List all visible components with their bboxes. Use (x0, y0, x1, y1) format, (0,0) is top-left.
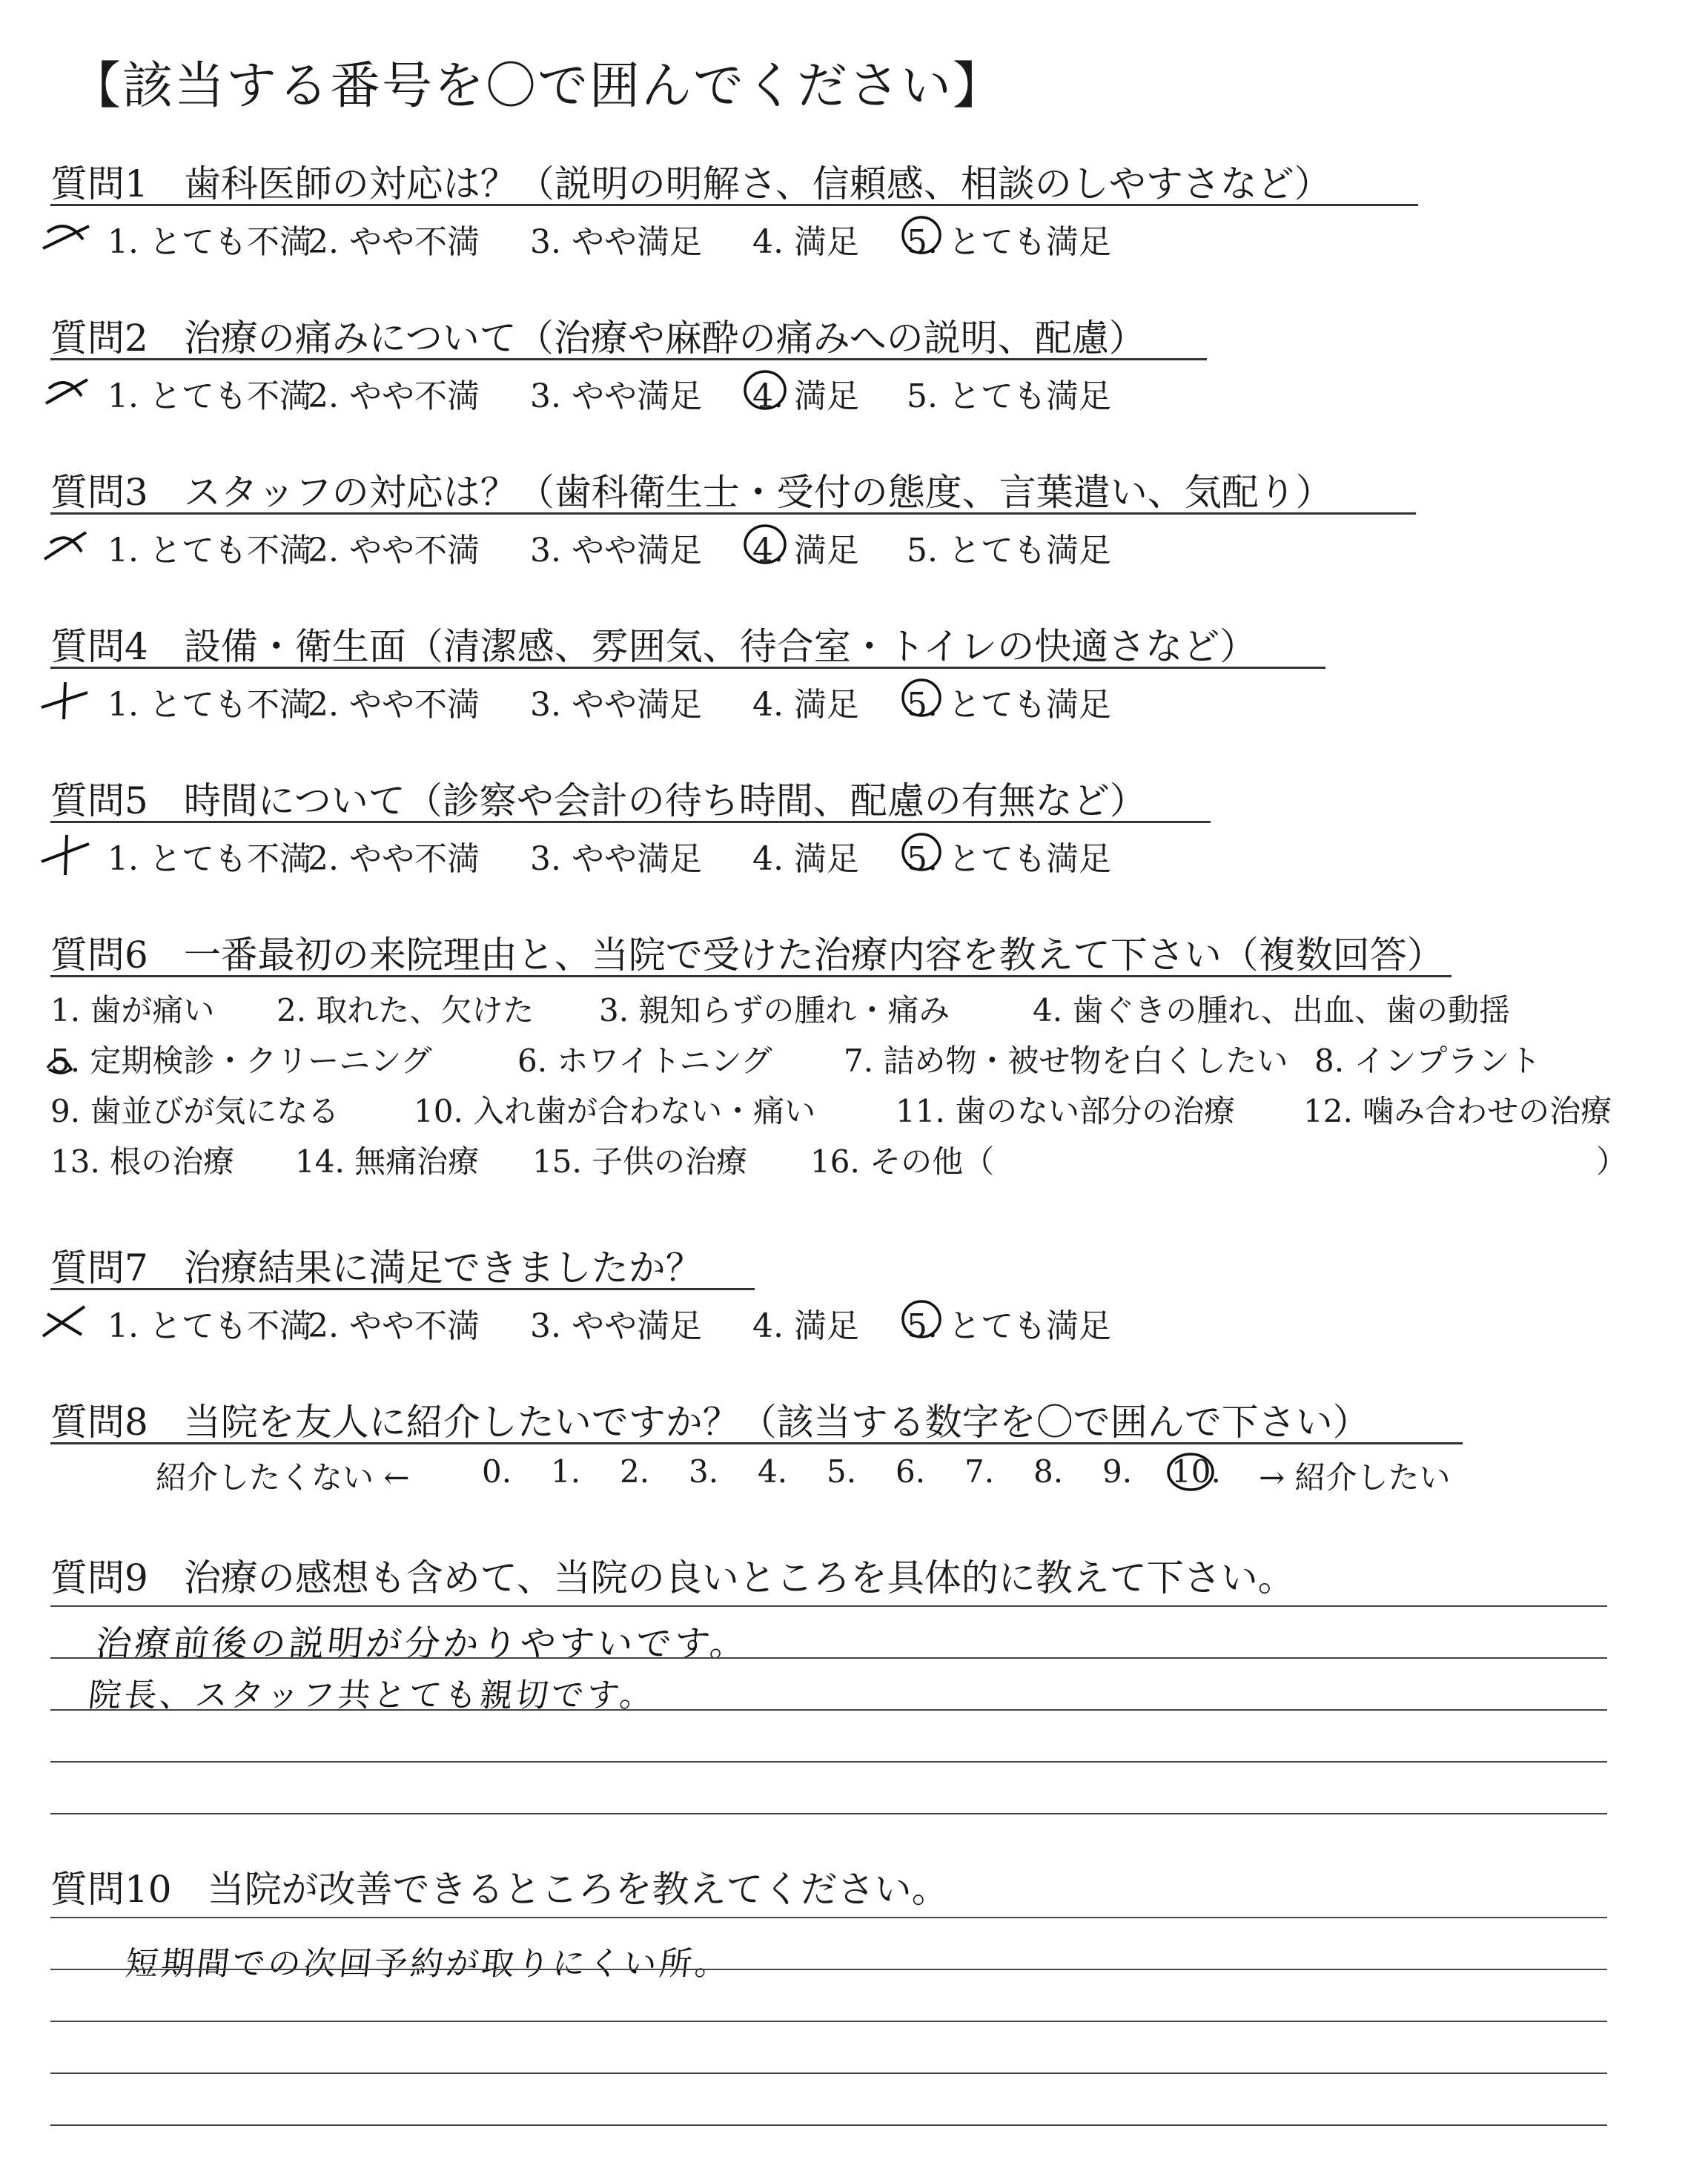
q8-option-1[interactable]: 1. (551, 1453, 581, 1490)
question-1-title (50, 154, 1331, 208)
q2-option-2[interactable]: 2. やや不満 (308, 377, 480, 415)
q6-option-7[interactable]: 7. 詰め物・被せ物を白くしたい (844, 1043, 1288, 1079)
q6-option-11[interactable]: 11. 歯のない部分の治療 (896, 1093, 1236, 1129)
question-6-text: 一番最初の来院理由と、当院で受けた治療内容を教えて下さい（複数回答） (183, 934, 1444, 977)
q8-left-label: 紹介したくない ← (156, 1459, 410, 1496)
q8-option-4[interactable]: 4. (758, 1453, 788, 1490)
q4-option-1[interactable]: 1. とても不満 (107, 686, 312, 724)
question-8-title (50, 1393, 1370, 1446)
question-4-underline (50, 667, 1325, 669)
question-6-title (50, 925, 1444, 979)
q6-option-9[interactable]: 9. 歯並びが気になる (50, 1093, 340, 1129)
question-10-title (50, 1860, 949, 1913)
question-10-number: 質問10 (50, 1868, 172, 1911)
q8-option-2[interactable]: 2. (620, 1453, 650, 1490)
q8-option-8[interactable]: 8. (1033, 1453, 1064, 1490)
q10-answer-line-4 (50, 2073, 1607, 2074)
q5-option-3[interactable]: 3. やや満足 (530, 840, 702, 878)
q5-strike-mark (36, 829, 95, 881)
q7-strike-mark (37, 1296, 96, 1348)
q6-option-6[interactable]: 6. ホワイトニング (517, 1043, 772, 1079)
q4-option-2[interactable]: 2. やや不満 (308, 686, 480, 724)
question-3-number: 質問3 (50, 471, 148, 514)
q2-option-1[interactable]: 1. とても不満 (107, 377, 312, 415)
q1-option-1[interactable]: 1. とても不満 (107, 223, 312, 261)
q9-answer-line-1 (50, 1605, 1607, 1607)
q2-option-5[interactable]: 5. とても満足 (907, 377, 1111, 415)
question-9-text: 治療の感想も含めて、当院の良いところを具体的に教えて下さい。 (183, 1556, 1295, 1599)
form-instruction: 【該当する番号を〇で囲んでください】 (70, 57, 1005, 116)
q6-option-1[interactable]: 1. 歯が痛い (50, 992, 215, 1028)
q4-option-3[interactable]: 3. やや満足 (530, 686, 702, 724)
q6-option-14[interactable]: 14. 無痛治療 (295, 1143, 480, 1180)
question-5-text: 時間について（診察や会計の待ち時間、配慮の有無など） (183, 779, 1147, 822)
q6-option-8[interactable]: 8. インプラント (1314, 1043, 1541, 1079)
question-1-underline (50, 204, 1418, 206)
q9-answer-1: 治療前後の説明が分かりやすいです。 (93, 1623, 751, 1665)
q3-option-2[interactable]: 2. やや不満 (308, 532, 480, 569)
question-5-underline (50, 821, 1211, 823)
q7-option-4[interactable]: 4. 満足 (752, 1307, 859, 1345)
q4-option-4[interactable]: 4. 満足 (752, 686, 859, 724)
q8-option-10[interactable]: 10. (1171, 1453, 1221, 1490)
q2-option-4[interactable]: 4. 満足 (752, 377, 859, 415)
question-7-text: 治療結果に満足できましたか？ (183, 1246, 703, 1289)
q9-answer-line-5 (50, 1813, 1607, 1814)
q9-answer-2: 院長、スタッフ共とても親切です。 (86, 1677, 658, 1714)
q3-option-4[interactable]: 4. 満足 (752, 532, 859, 569)
question-7-number: 質問7 (50, 1246, 148, 1289)
q6-option-12[interactable]: 12. 噛み合わせの治療 (1303, 1093, 1612, 1129)
question-4-number: 質問4 (50, 625, 148, 668)
q5-option-1[interactable]: 1. とても不満 (107, 840, 312, 878)
question-4-text: 設備・衛生面（清潔感、雰囲気、待合室・トイレの快適さなど） (183, 625, 1257, 668)
q4-strike-mark (36, 675, 95, 727)
q10-answer-line-2 (50, 1969, 1607, 1970)
question-1-text: 歯科医師の対応は？（説明の明解さ、信頼感、相談のしやすさなど） (183, 162, 1331, 205)
q8-option-9[interactable]: 9. (1102, 1453, 1133, 1490)
q1-option-2[interactable]: 2. やや不満 (308, 223, 480, 261)
q6-option-3[interactable]: 3. 親知らずの腫れ・痛み (599, 992, 950, 1028)
question-8-text: 当院を友人に紹介したいですか？（該当する数字を〇で囲んで下さい） (183, 1401, 1370, 1444)
question-2-number: 質問2 (50, 317, 148, 360)
q1-option-5[interactable]: 5. とても満足 (907, 223, 1111, 261)
question-7-underline (50, 1288, 755, 1290)
q6-option-2[interactable]: 2. 取れた、欠けた (277, 992, 534, 1028)
q10-answer-line-5 (50, 2124, 1607, 2126)
q2-option-3[interactable]: 3. やや満足 (530, 377, 702, 415)
question-2-underline (50, 358, 1207, 360)
question-7-title (50, 1238, 703, 1292)
q9-answer-line-3 (50, 1709, 1607, 1711)
q10-answer-line-1 (50, 1917, 1607, 1918)
q7-option-3[interactable]: 3. やや満足 (530, 1307, 702, 1345)
q3-option-5[interactable]: 5. とても満足 (907, 532, 1111, 569)
q7-option-5[interactable]: 5. とても満足 (907, 1307, 1111, 1345)
q7-option-2[interactable]: 2. やや不満 (308, 1307, 480, 1345)
question-2-text: 治療の痛みについて（治療や麻酔の痛みへの説明、配慮） (183, 317, 1146, 360)
question-6-number: 質問6 (50, 934, 148, 977)
q7-option-1[interactable]: 1. とても不満 (107, 1307, 312, 1345)
q2-strike-mark (37, 366, 96, 418)
q1-strike-mark (37, 211, 96, 263)
question-3-text: スタッフの対応は？（歯科衛生士・受付の態度、言葉遣い、気配り） (183, 471, 1333, 514)
question-3-underline (50, 512, 1416, 515)
q5-option-5[interactable]: 5. とても満足 (907, 840, 1111, 878)
question-3-title (50, 463, 1333, 516)
question-5-title (50, 771, 1147, 825)
question-4-title (50, 617, 1257, 670)
q8-option-0[interactable]: 0. (482, 1453, 512, 1490)
q6-option-16-close: ） (1596, 1143, 1628, 1180)
q6-option-5[interactable]: 5. 定期検診・クリーニング (50, 1043, 432, 1079)
q5-option-4[interactable]: 4. 満足 (752, 840, 859, 878)
q4-option-5[interactable]: 5. とても満足 (907, 686, 1111, 724)
question-8-number: 質問8 (50, 1401, 148, 1444)
q6-option-4[interactable]: 4. 歯ぐきの腫れ、出血、歯の動揺 (1033, 992, 1510, 1028)
q1-option-3[interactable]: 3. やや満足 (530, 223, 702, 261)
question-5-number: 質問5 (50, 779, 148, 822)
q10-answer-line-3 (50, 2021, 1607, 2022)
q9-answer-line-4 (50, 1761, 1607, 1763)
q10-answer-1: 短期間での次回予約が取りにくい所。 (123, 1945, 733, 1983)
question-10-text: 当院が改善できるところを教えてください。 (207, 1868, 949, 1911)
q6-option-16[interactable]: 16. その他（ (810, 1143, 995, 1180)
q6-option-10[interactable]: 10. 入れ歯が合わない・痛い (414, 1093, 816, 1129)
q3-option-1[interactable]: 1. とても不満 (107, 532, 312, 569)
question-6-underline (50, 975, 1452, 977)
q3-strike-mark (37, 521, 96, 572)
q6-option-13[interactable]: 13. 根の治療 (50, 1143, 235, 1180)
q5-option-2[interactable]: 2. やや不満 (308, 840, 480, 878)
q8-right-label: → 紹介したい (1259, 1459, 1451, 1496)
q8-option-6[interactable]: 6. (896, 1453, 926, 1490)
question-2-title (50, 308, 1146, 362)
q8-option-7[interactable]: 7. (964, 1453, 995, 1490)
q8-option-5[interactable]: 5. (827, 1453, 857, 1490)
q3-option-3[interactable]: 3. やや満足 (530, 532, 702, 569)
question-8-underline (50, 1442, 1463, 1444)
q9-answer-line-2 (50, 1657, 1607, 1659)
question-1-number: 質問1 (50, 162, 148, 205)
q8-option-3[interactable]: 3. (689, 1453, 719, 1490)
question-9-number: 質問9 (50, 1556, 148, 1599)
q6-option-15[interactable]: 15. 子供の治療 (532, 1143, 748, 1180)
question-9-title (50, 1548, 1295, 1602)
q1-option-4[interactable]: 4. 満足 (752, 223, 859, 261)
